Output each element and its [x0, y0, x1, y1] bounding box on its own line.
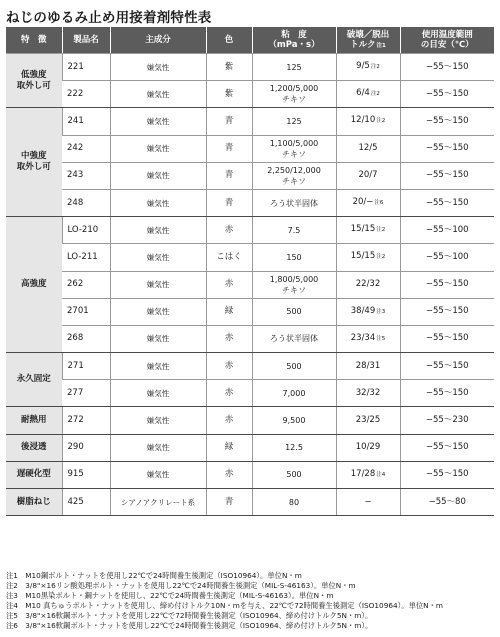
viscosity-cell: [252, 81, 336, 108]
table-row: [6, 407, 494, 434]
torque-cell: [336, 434, 400, 461]
feature-label: 取外し可: [16, 80, 51, 91]
torque-value: 32/32: [355, 387, 381, 398]
temperature-cell: −55〜150: [400, 135, 494, 162]
header-torque: [336, 27, 400, 54]
footnote-line: 注3 M10黒染ボルト・鋼ナットを使用し、22℃で24時間養生後測定（MIL-S-46163）。単位N・m: [6, 591, 334, 600]
torque-note: 注2: [376, 254, 386, 261]
viscosity-value: 1,100/5,000: [269, 138, 319, 148]
component-cell: 嫌気性: [110, 271, 206, 298]
table-row: [6, 244, 494, 271]
color-cell: こはく: [206, 244, 252, 271]
product-cell: 277: [62, 380, 110, 407]
header-temperature-line1: 使用温度範囲: [421, 30, 473, 40]
torque-value: 15/15: [350, 251, 376, 262]
viscosity-value: 1,200/5,000: [269, 84, 319, 94]
spec-table: [6, 27, 494, 516]
feature-cell: [6, 407, 62, 434]
table-row: [6, 108, 494, 135]
color-cell: 青: [206, 162, 252, 189]
footnote-line: 注5 3/8"×16軟鋼ボルト・ナットを使用し22℃で72時間養生後測定（ISO10964、締め付けトルク5N・m）。: [6, 611, 373, 620]
torque-value: 12/10: [350, 115, 376, 126]
torque-cell: [336, 380, 400, 407]
temperature-cell: −55〜150: [400, 271, 494, 298]
temperature-cell: −55〜80: [400, 489, 494, 516]
product-cell: 272: [62, 407, 110, 434]
table-row: [6, 189, 494, 216]
table-row: [6, 461, 494, 488]
viscosity-cell: [252, 461, 336, 488]
viscosity-cell: [252, 217, 336, 244]
header-viscosity-line2: （mPa・s）: [268, 40, 320, 50]
color-cell: 紫: [206, 81, 252, 108]
feature-label: 後浸透: [20, 442, 47, 453]
viscosity-value: 7,000: [282, 388, 306, 398]
temperature-cell: −55〜150: [400, 108, 494, 135]
component-cell: 嫌気性: [110, 54, 206, 81]
viscosity-cell: [252, 298, 336, 325]
viscosity-value: チキソ: [282, 95, 306, 105]
torque-value: 12/5: [358, 143, 378, 154]
torque-value: 23/34: [350, 332, 376, 343]
color-cell: 緑: [206, 298, 252, 325]
viscosity-value: 500: [286, 361, 302, 371]
color-cell: 青: [206, 489, 252, 516]
viscosity-value: ろう状半固体: [270, 198, 318, 208]
viscosity-cell: [252, 54, 336, 81]
component-cell: 嫌気性: [110, 325, 206, 352]
viscosity-value: チキソ: [282, 176, 306, 186]
viscosity-value: 80: [288, 497, 300, 507]
table-row: [6, 298, 494, 325]
header-component: 主成分: [110, 27, 206, 54]
torque-value: 38/49: [350, 305, 376, 316]
torque-cell: [336, 162, 400, 189]
viscosity-cell: [252, 353, 336, 380]
product-cell: 271: [62, 353, 110, 380]
component-cell: 嫌気性: [110, 108, 206, 135]
feature-cell: [6, 217, 62, 353]
viscosity-value: 150: [286, 252, 302, 262]
viscosity-value: 125: [286, 62, 302, 72]
torque-note: 注2: [370, 91, 380, 98]
header-row: [6, 27, 494, 54]
viscosity-value: ろう状半固体: [270, 334, 318, 344]
product-cell: 221: [62, 54, 110, 81]
viscosity-cell: [252, 108, 336, 135]
viscosity-cell: [252, 189, 336, 216]
torque-cell: [336, 407, 400, 434]
color-cell: 赤: [206, 325, 252, 352]
color-cell: 赤: [206, 271, 252, 298]
torque-note: 注4: [376, 471, 386, 478]
table-row: [6, 489, 494, 516]
color-cell: 赤: [206, 380, 252, 407]
product-cell: 241: [62, 108, 110, 135]
component-cell: 嫌気性: [110, 135, 206, 162]
torque-value: 22/32: [355, 279, 381, 290]
torque-value: −: [364, 496, 372, 507]
torque-value: 20/−: [352, 197, 374, 208]
header-feature: 特 徴: [6, 27, 62, 54]
feature-cell: [6, 108, 62, 217]
color-cell: 青: [206, 189, 252, 216]
table-row: [6, 54, 494, 81]
spec-body: [6, 54, 494, 516]
header-color: 色: [206, 27, 252, 54]
component-cell: 嫌気性: [110, 217, 206, 244]
table-row: [6, 325, 494, 352]
viscosity-value: 2,250/12,000: [267, 165, 321, 175]
product-cell: 242: [62, 135, 110, 162]
torque-note: 注2: [376, 118, 386, 125]
temperature-cell: −55〜150: [400, 81, 494, 108]
product-cell: 915: [62, 461, 110, 488]
component-cell: 嫌気性: [110, 461, 206, 488]
component-cell: 嫌気性: [110, 244, 206, 271]
header-temperature-line2: の目安（℃）: [420, 40, 474, 50]
color-cell: 緑: [206, 434, 252, 461]
torque-note: 注2: [376, 227, 386, 234]
temperature-cell: −55〜150: [400, 325, 494, 352]
temperature-cell: −55〜150: [400, 380, 494, 407]
table-row: [6, 271, 494, 298]
torque-note: 注5: [376, 335, 386, 342]
table-row: [6, 380, 494, 407]
feature-cell: [6, 54, 62, 108]
viscosity-value: チキソ: [282, 285, 306, 295]
viscosity-value: 500: [286, 470, 302, 480]
product-cell: 290: [62, 434, 110, 461]
torque-note: 注6: [374, 200, 384, 207]
component-cell: シアノアクリレート系: [110, 489, 206, 516]
temperature-cell: −55〜150: [400, 54, 494, 81]
torque-value: 9/5: [356, 61, 370, 72]
feature-label: 中強度: [20, 151, 47, 162]
viscosity-value: 125: [286, 116, 302, 126]
footnote-line: 注1 M10鋼ボルト・ナットを使用し22℃で24時間養生後測定（ISO10964）。単位N・m: [6, 571, 302, 580]
color-cell: 赤: [206, 407, 252, 434]
product-cell: 268: [62, 325, 110, 352]
table-row: [6, 81, 494, 108]
product-cell: LO-210: [62, 217, 110, 244]
feature-cell: [6, 353, 62, 407]
component-cell: 嫌気性: [110, 353, 206, 380]
header-viscosity: [252, 27, 336, 54]
component-cell: 嫌気性: [110, 189, 206, 216]
component-cell: 嫌気性: [110, 434, 206, 461]
viscosity-cell: [252, 380, 336, 407]
temperature-cell: −55〜100: [400, 217, 494, 244]
temperature-cell: −55〜150: [400, 162, 494, 189]
temperature-cell: −55〜150: [400, 298, 494, 325]
header-product: 製品名: [62, 27, 110, 54]
table-row: [6, 135, 494, 162]
torque-value: 28/31: [355, 360, 381, 371]
header-temperature: [400, 27, 494, 54]
torque-cell: [336, 108, 400, 135]
viscosity-cell: [252, 489, 336, 516]
viscosity-value: 12.5: [285, 443, 303, 453]
feature-label: 高強度: [20, 279, 47, 290]
torque-cell: [336, 54, 400, 81]
torque-cell: [336, 81, 400, 108]
viscosity-value: 1,800/5,000: [269, 274, 319, 284]
viscosity-value: 7.5: [287, 225, 301, 235]
temperature-cell: −55〜150: [400, 189, 494, 216]
header-viscosity-line1: 粘 度: [281, 30, 307, 40]
viscosity-cell: [252, 271, 336, 298]
page-title: ねじのゆるみ止め用接着剤特性表: [6, 10, 212, 26]
torque-cell: [336, 353, 400, 380]
viscosity-cell: [252, 407, 336, 434]
feature-label: 永久固定: [16, 374, 51, 385]
torque-cell: [336, 298, 400, 325]
table-row: [6, 434, 494, 461]
product-cell: 2701: [62, 298, 110, 325]
torque-cell: [336, 217, 400, 244]
component-cell: 嫌気性: [110, 380, 206, 407]
component-cell: 嫌気性: [110, 81, 206, 108]
component-cell: 嫌気性: [110, 407, 206, 434]
viscosity-value: チキソ: [282, 149, 306, 159]
footnote-line: 注2 3/8"×16リン酸処理ボルト・ナットを使用し22℃で24時間養生後測定（MIL-S-46163）。単位N・m: [6, 581, 356, 590]
torque-note: 注2: [370, 64, 380, 71]
color-cell: 青: [206, 135, 252, 162]
torque-cell: [336, 135, 400, 162]
feature-cell: [6, 489, 62, 516]
temperature-cell: −55〜100: [400, 244, 494, 271]
table-row: [6, 217, 494, 244]
torque-value: 15/15: [350, 224, 376, 235]
torque-cell: [336, 325, 400, 352]
header-torque-line2: トルク: [350, 39, 376, 50]
torque-cell: [336, 271, 400, 298]
component-cell: 嫌気性: [110, 162, 206, 189]
color-cell: 赤: [206, 217, 252, 244]
header-torque-note: 注1: [376, 42, 386, 49]
torque-value: 10/29: [355, 442, 381, 453]
torque-value: 23/25: [355, 415, 381, 426]
viscosity-cell: [252, 434, 336, 461]
viscosity-value: 500: [286, 307, 302, 317]
table-row: [6, 353, 494, 380]
torque-value: 17/28: [350, 468, 376, 479]
product-cell: 248: [62, 189, 110, 216]
table-row: [6, 162, 494, 189]
temperature-cell: −55〜150: [400, 461, 494, 488]
footnote-line: 注6 3/8"×16軟鋼ボルト・ナットを使用し22℃で24時間養生後測定（ISO10964、締め付けトルク5N・m）。: [6, 621, 373, 630]
feature-cell: [6, 461, 62, 488]
torque-cell: [336, 489, 400, 516]
viscosity-cell: [252, 244, 336, 271]
feature-cell: [6, 434, 62, 461]
color-cell: 青: [206, 108, 252, 135]
viscosity-cell: [252, 162, 336, 189]
color-cell: 赤: [206, 353, 252, 380]
temperature-cell: −55〜150: [400, 353, 494, 380]
product-cell: 243: [62, 162, 110, 189]
product-cell: 425: [62, 489, 110, 516]
product-cell: 222: [62, 81, 110, 108]
product-cell: 262: [62, 271, 110, 298]
component-cell: 嫌気性: [110, 298, 206, 325]
feature-label: 遅硬化型: [16, 469, 51, 480]
color-cell: 紫: [206, 54, 252, 81]
color-cell: 赤: [206, 461, 252, 488]
viscosity-value: 9,500: [282, 416, 306, 426]
footnotes: [6, 571, 498, 631]
torque-value: 6/4: [356, 88, 370, 99]
torque-value: 20/7: [358, 170, 378, 181]
viscosity-cell: [252, 135, 336, 162]
footnote-line: 注4 M10 真ちゅうボルト・ナットを使用し、締め付けトルク10N・mを与え、22℃で72時間養生後測定（ISO10964）。単位N・m: [6, 601, 444, 610]
header-torque-line1: 破壊／脱出: [346, 29, 390, 40]
torque-cell: [336, 461, 400, 488]
feature-label: 樹脂ねじ: [16, 496, 51, 507]
viscosity-cell: [252, 325, 336, 352]
product-cell: LO-211: [62, 244, 110, 271]
feature-label: 低強度: [20, 69, 47, 80]
temperature-cell: −55〜230: [400, 407, 494, 434]
feature-label: 耐熱用: [20, 415, 47, 426]
torque-cell: [336, 244, 400, 271]
temperature-cell: −55〜150: [400, 434, 494, 461]
feature-label: 取外し可: [16, 162, 51, 173]
torque-cell: [336, 189, 400, 216]
torque-note: 注3: [376, 308, 386, 315]
